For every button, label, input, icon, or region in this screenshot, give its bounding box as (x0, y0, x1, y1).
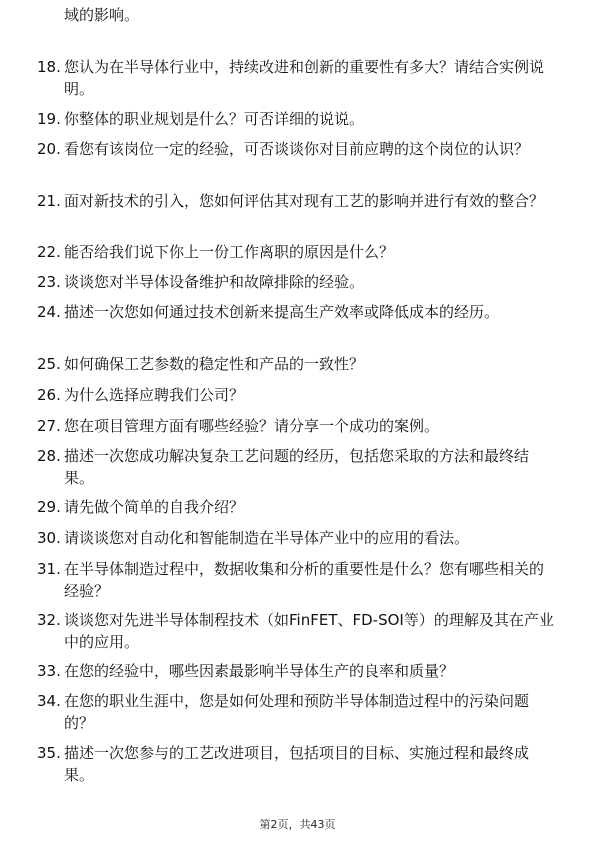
question-text: 面对新技术的引入，您如何评估其对现有工艺的影响并进行有效的整合？ (64, 192, 545, 210)
continuation-text: 域的影响。 (64, 6, 140, 24)
question-number: 29. (37, 498, 61, 516)
question-text: 描述一次您成功解决复杂工艺问题的经历，包括您采取的方法和最终结果。 (64, 447, 530, 487)
question-item (37, 445, 556, 489)
question-item (37, 353, 556, 375)
question-item (37, 660, 556, 682)
question-item (37, 609, 556, 653)
question-text: 描述一次您参与的工艺改进项目，包括项目的目标、实施过程和最终成果。 (64, 744, 530, 784)
question-number: 20. (37, 140, 61, 158)
question-text: 描述一次您如何通过技术创新来提高生产效率或降低成本的经历。 (64, 303, 500, 321)
question-text: 您认为在半导体行业中，持续改进和创新的重要性有多大？请结合实例说明。 (64, 58, 545, 98)
question-text: 看您有该岗位一定的经验，可否谈谈你对目前应聘的这个岗位的认识？ (64, 140, 530, 158)
question-text: 你整体的职业规划是什么？可否详细的说说。 (64, 110, 365, 128)
question-number: 27. (37, 417, 61, 435)
question-number: 26. (37, 386, 61, 404)
question-item (37, 138, 556, 160)
question-item (37, 241, 556, 263)
question-text: 能否给我们说下你上一份工作离职的原因是什么？ (64, 243, 395, 261)
question-text: 您在项目管理方面有哪些经验？请分享一个成功的案例。 (64, 417, 440, 435)
question-item (37, 558, 556, 602)
question-item (37, 742, 556, 786)
question-number: 25. (37, 355, 61, 373)
question-number: 22. (37, 243, 61, 261)
question-text: 谈谈您对先进半导体制程技术（如FinFET、FD-SOI等）的理解及其在产业中的应用。 (64, 611, 554, 651)
question-number: 34. (37, 692, 61, 710)
question-text: 在您的经验中，哪些因素最影响半导体生产的良率和质量？ (64, 662, 455, 680)
question-text: 请先做个简单的自我介绍？ (64, 498, 245, 516)
question-item (37, 415, 556, 437)
question-text: 谈谈您对半导体设备维护和故障排除的经验。 (64, 273, 365, 291)
question-number: 23. (37, 273, 61, 291)
question-item (37, 108, 556, 130)
question-text: 在您的职业生涯中，您是如何处理和预防半导体制造过程中的污染问题的？ (64, 692, 530, 732)
question-text: 请谈谈您对自动化和智能制造在半导体产业中的应用的看法。 (64, 529, 470, 547)
question-number: 19. (37, 110, 61, 128)
question-text: 为什么选择应聘我们公司？ (64, 386, 245, 404)
question-number: 18. (37, 58, 61, 76)
page-footer: 第2页，共43页 (259, 818, 336, 831)
question-number: 32. (37, 611, 61, 629)
question-item (37, 190, 556, 212)
question-item (37, 527, 556, 549)
question-item (37, 690, 556, 734)
question-number: 31. (37, 560, 61, 578)
question-text: 如何确保工艺参数的稳定性和产品的一致性？ (64, 355, 365, 373)
question-item (37, 301, 556, 323)
question-number: 21. (37, 192, 61, 210)
question-number: 24. (37, 303, 61, 321)
question-number: 35. (37, 744, 61, 762)
question-number: 28. (37, 447, 61, 465)
question-text: 在半导体制造过程中，数据收集和分析的重要性是什么？您有哪些相关的经验？ (64, 560, 545, 600)
question-item (37, 384, 556, 406)
question-number: 33. (37, 662, 61, 680)
question-item (37, 496, 556, 518)
question-item (37, 271, 556, 293)
question-number: 30. (37, 529, 61, 547)
question-item (37, 56, 556, 100)
